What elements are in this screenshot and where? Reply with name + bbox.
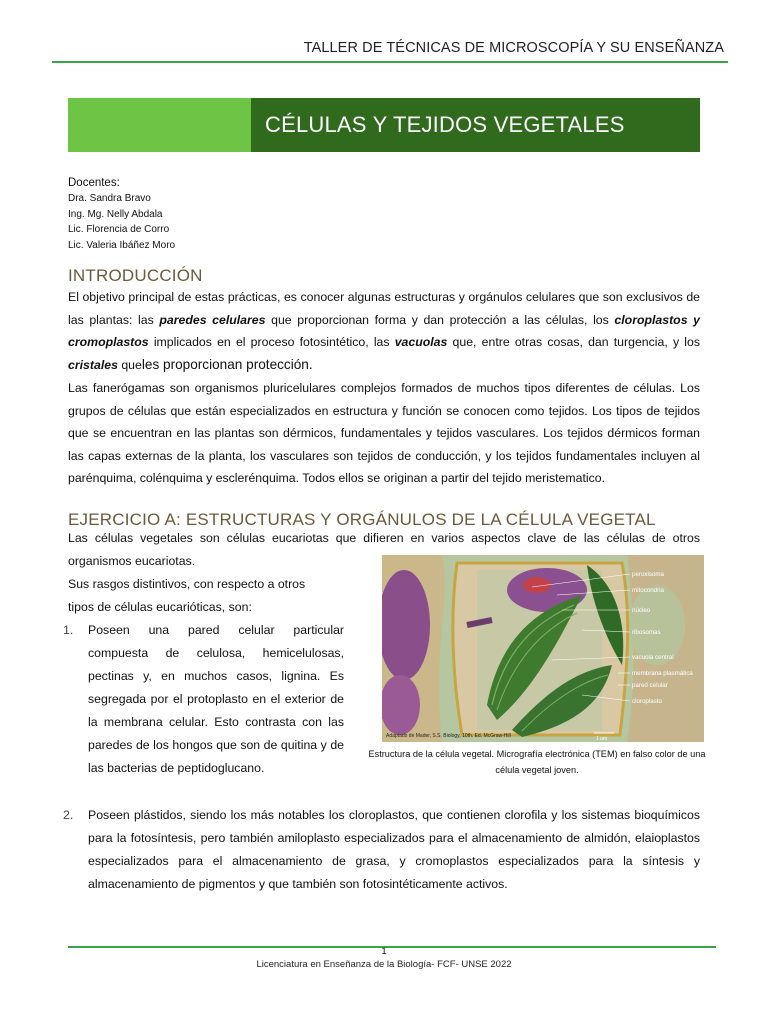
running-header: TALLER DE TÉCNICAS DE MICROSCOPÍA Y SU ENSEÑANZA xyxy=(303,40,724,56)
list-number: 1. xyxy=(63,623,74,637)
docentes-block xyxy=(68,175,175,253)
footer-text: Licenciatura en Enseñanza de la Biología- FCF- UNSE 2022 xyxy=(256,959,512,970)
figure-label: peroxisoma xyxy=(632,571,664,578)
docente-name: Lic. Florencia de Corro xyxy=(68,224,170,235)
intro-paragraph-1 xyxy=(68,286,700,376)
text-run: implicados en el proceso fotosintético, las xyxy=(148,335,395,350)
figure-label: cloroplasto xyxy=(632,698,662,705)
docente-name: Ing. Mg. Nelly Abdala xyxy=(68,208,163,220)
ejercicio-heading: EJERCICIO A: ESTRUCTURAS Y ORGÁNULOS DE LA CÉLULA VEGETAL xyxy=(68,510,656,529)
text-run: que proporcionan forma y dan protección a las células, los xyxy=(265,312,615,327)
docente-name: Lic. Valeria Ibáñez Moro xyxy=(68,239,176,251)
figure-label: vacuola central xyxy=(632,654,674,661)
docentes-label: Docentes: xyxy=(68,177,120,189)
term-cristales: cristales xyxy=(68,357,118,372)
cell-micrograph xyxy=(382,555,704,742)
figure-credit: Adaptado de Mader, S.S. Biology, 10th. Ed. McGraw-Hill xyxy=(386,733,511,739)
figure-label: mitocondria xyxy=(632,587,664,594)
title-band xyxy=(68,98,700,152)
list-number: 2. xyxy=(63,808,74,822)
term-vacuolas: vacuolas xyxy=(394,335,448,350)
figure-label: ribosomas xyxy=(632,629,661,636)
figure-label: pared celular xyxy=(632,682,668,689)
term-cloroplastos: cloroplastos y cromoplastos xyxy=(68,312,700,350)
title-band-light xyxy=(68,98,251,152)
page-title: CÉLULAS Y TEJIDOS VEGETALES xyxy=(265,112,625,137)
figure-caption: Estructura de la célula vegetal. Micrografía electrónica (TEM) en falso color de una célula vegetal joven. xyxy=(368,749,706,775)
cell-micrograph-image xyxy=(382,555,704,742)
text-run: que xyxy=(117,357,142,372)
text-run: les proporcionan protección. xyxy=(141,356,313,372)
text-run: El objetivo principal de estas prácticas, es conocer algunas estructuras y orgánulos celulares que son exclusivos de las plantas: las xyxy=(68,290,700,327)
page-number: 1 xyxy=(381,946,387,957)
list-text: Poseen plástidos, siendo los más notables los cloroplastos, que contienen clorofila y los sistemas bioquímicos para la fotosíntesis, pero también amiloplasto especializados para el almacenamiento de almidón, elaioplastos especializados para el almacenamiento de grasa, y cromoplastos especializados para la síntesis y almacenamiento de pigmentos y que también son fotosintéticamente activos. xyxy=(88,808,700,891)
figure-label: membrana plasmática xyxy=(632,670,693,677)
term-paredes: paredes celulares xyxy=(159,312,266,327)
figure-scale: 1 um xyxy=(596,736,608,742)
header-rule xyxy=(52,61,728,63)
figure-label: núcleo xyxy=(632,607,651,614)
intro-heading: INTRODUCCIÓN xyxy=(68,266,203,285)
text-run: que, entre otras cosas, dan turgencia, y los xyxy=(447,335,700,350)
intro-paragraph-2: Las fanerógamas son organismos pluricelulares complejos formados de muchos tipos diferentes de células. Los grupos de células que están especializados en estructura y función se conocen como tejidos. Los tipos de tejidos que se encuentran en las plantas son dérmicos, fundamentales y tejidos vasculares. Los tejidos dérmicos forman las capas externas de la planta, los vasculares son tejidos de conducción, y los tejidos fundamentales incluyen al parénquima, colénquima y esclerénquima. Todos ellos se originan a partir del tejido meristematico. xyxy=(68,381,700,486)
docente-name: Dra. Sandra Bravo xyxy=(68,193,151,204)
list-text: Poseen una pared celular particular compuesta de celulosa, hemicelulosas, pectinas y, en muchos casos, lignina. Es segregada por el protoplasto en el exterior de la membrana celular. Esto contrasta con las paredes de los hongos que son de quitina y de las bacterias de peptidoglucano. xyxy=(88,623,344,775)
ejercicio-intro: Las células vegetales son células eucariotas que difieren en varios aspectos clave de las células de otros organismos eucariotas. xyxy=(68,531,700,568)
ejercicio-lead: Sus rasgos distintivos, con respecto a otros tipos de células eucarióticas, son: xyxy=(68,577,306,614)
